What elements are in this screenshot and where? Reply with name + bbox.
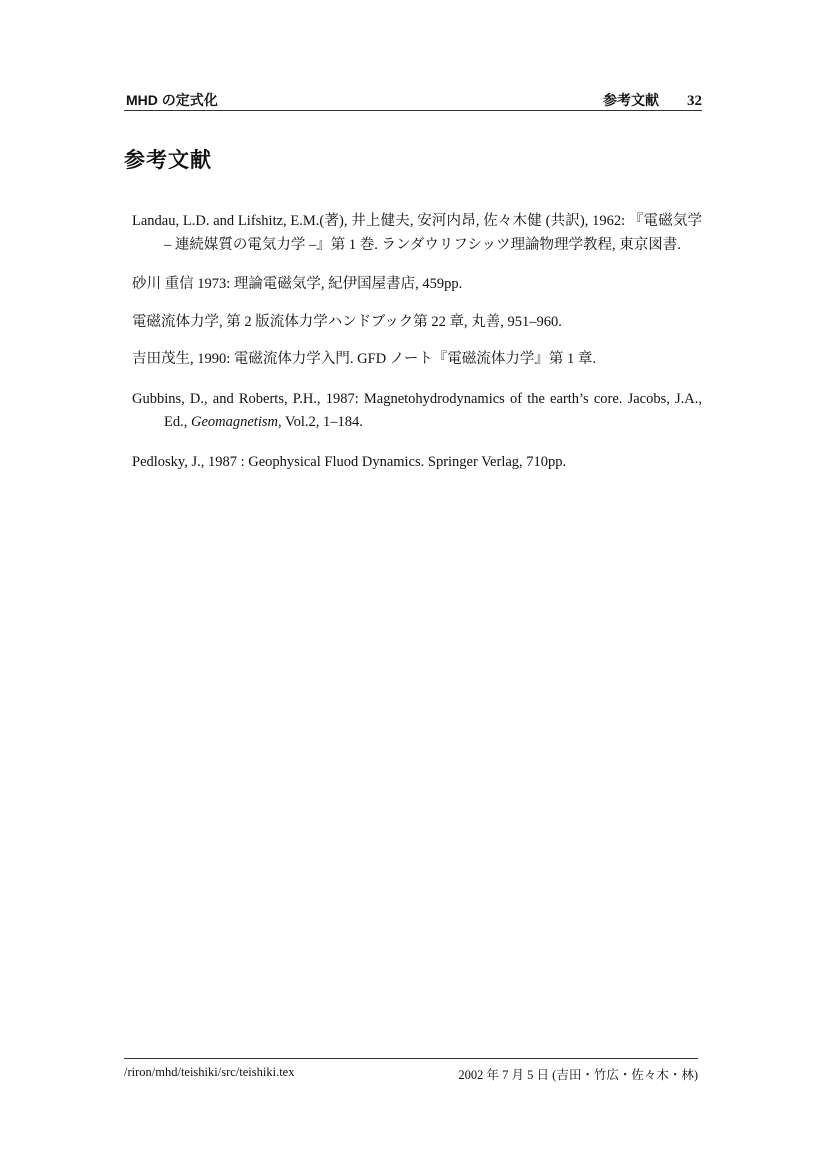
header-chapter-title: 参考文献	[603, 92, 659, 108]
reference-item: 砂川 重信 1973: 理論電磁気学, 紀伊国屋書店, 459pp.	[132, 276, 463, 292]
reference-list	[132, 210, 702, 490]
reference-item: Pedlosky, J., 1987 : Geophysical Fluod Dynamics. Springer Verlag, 710pp.	[132, 453, 567, 470]
reference-item: 吉田茂生, 1990: 電磁流体力学入門. GFD ノート『電磁流体力学』第 1 章.	[132, 351, 596, 367]
footer-date: 2002 年 7 月 5 日 (吉田・竹広・佐々木・林)	[458, 1068, 698, 1082]
reference-book-title: Geomagnetism	[190, 414, 278, 430]
page-number: 32	[687, 93, 702, 109]
reference-text: Gubbins, D., and Roberts, P.H., 1987: Magnetohydrodynamics of the earth’s core. Jacobs, J.A., Ed.,	[132, 390, 702, 430]
running-header	[124, 88, 702, 111]
reference-item: Landau, L.D. and Lifshitz, E.M.(著), 井上健夫, 安河内昂, 佐々木健 (共訳), 1962: 『電磁気学 – 連続媒質の電気力学 –』第 1 巻. ランダウリフシッツ理論物理学教程, 東京図書.	[132, 213, 702, 253]
reference-item: 電磁流体力学, 第 2 版流体力学ハンドブック第 22 章, 丸善, 951–960.	[132, 313, 562, 330]
header-section-title: MHD の定式化	[126, 92, 218, 108]
page-title: 参考文献	[124, 148, 212, 172]
reference-text: , Vol.2, 1–184.	[277, 414, 363, 430]
reference-item	[132, 388, 702, 435]
footer-file-path: /riron/mhd/teishiki/src/teishiki.tex	[124, 1065, 295, 1079]
header-right	[603, 90, 702, 110]
page-footer	[124, 1058, 698, 1085]
